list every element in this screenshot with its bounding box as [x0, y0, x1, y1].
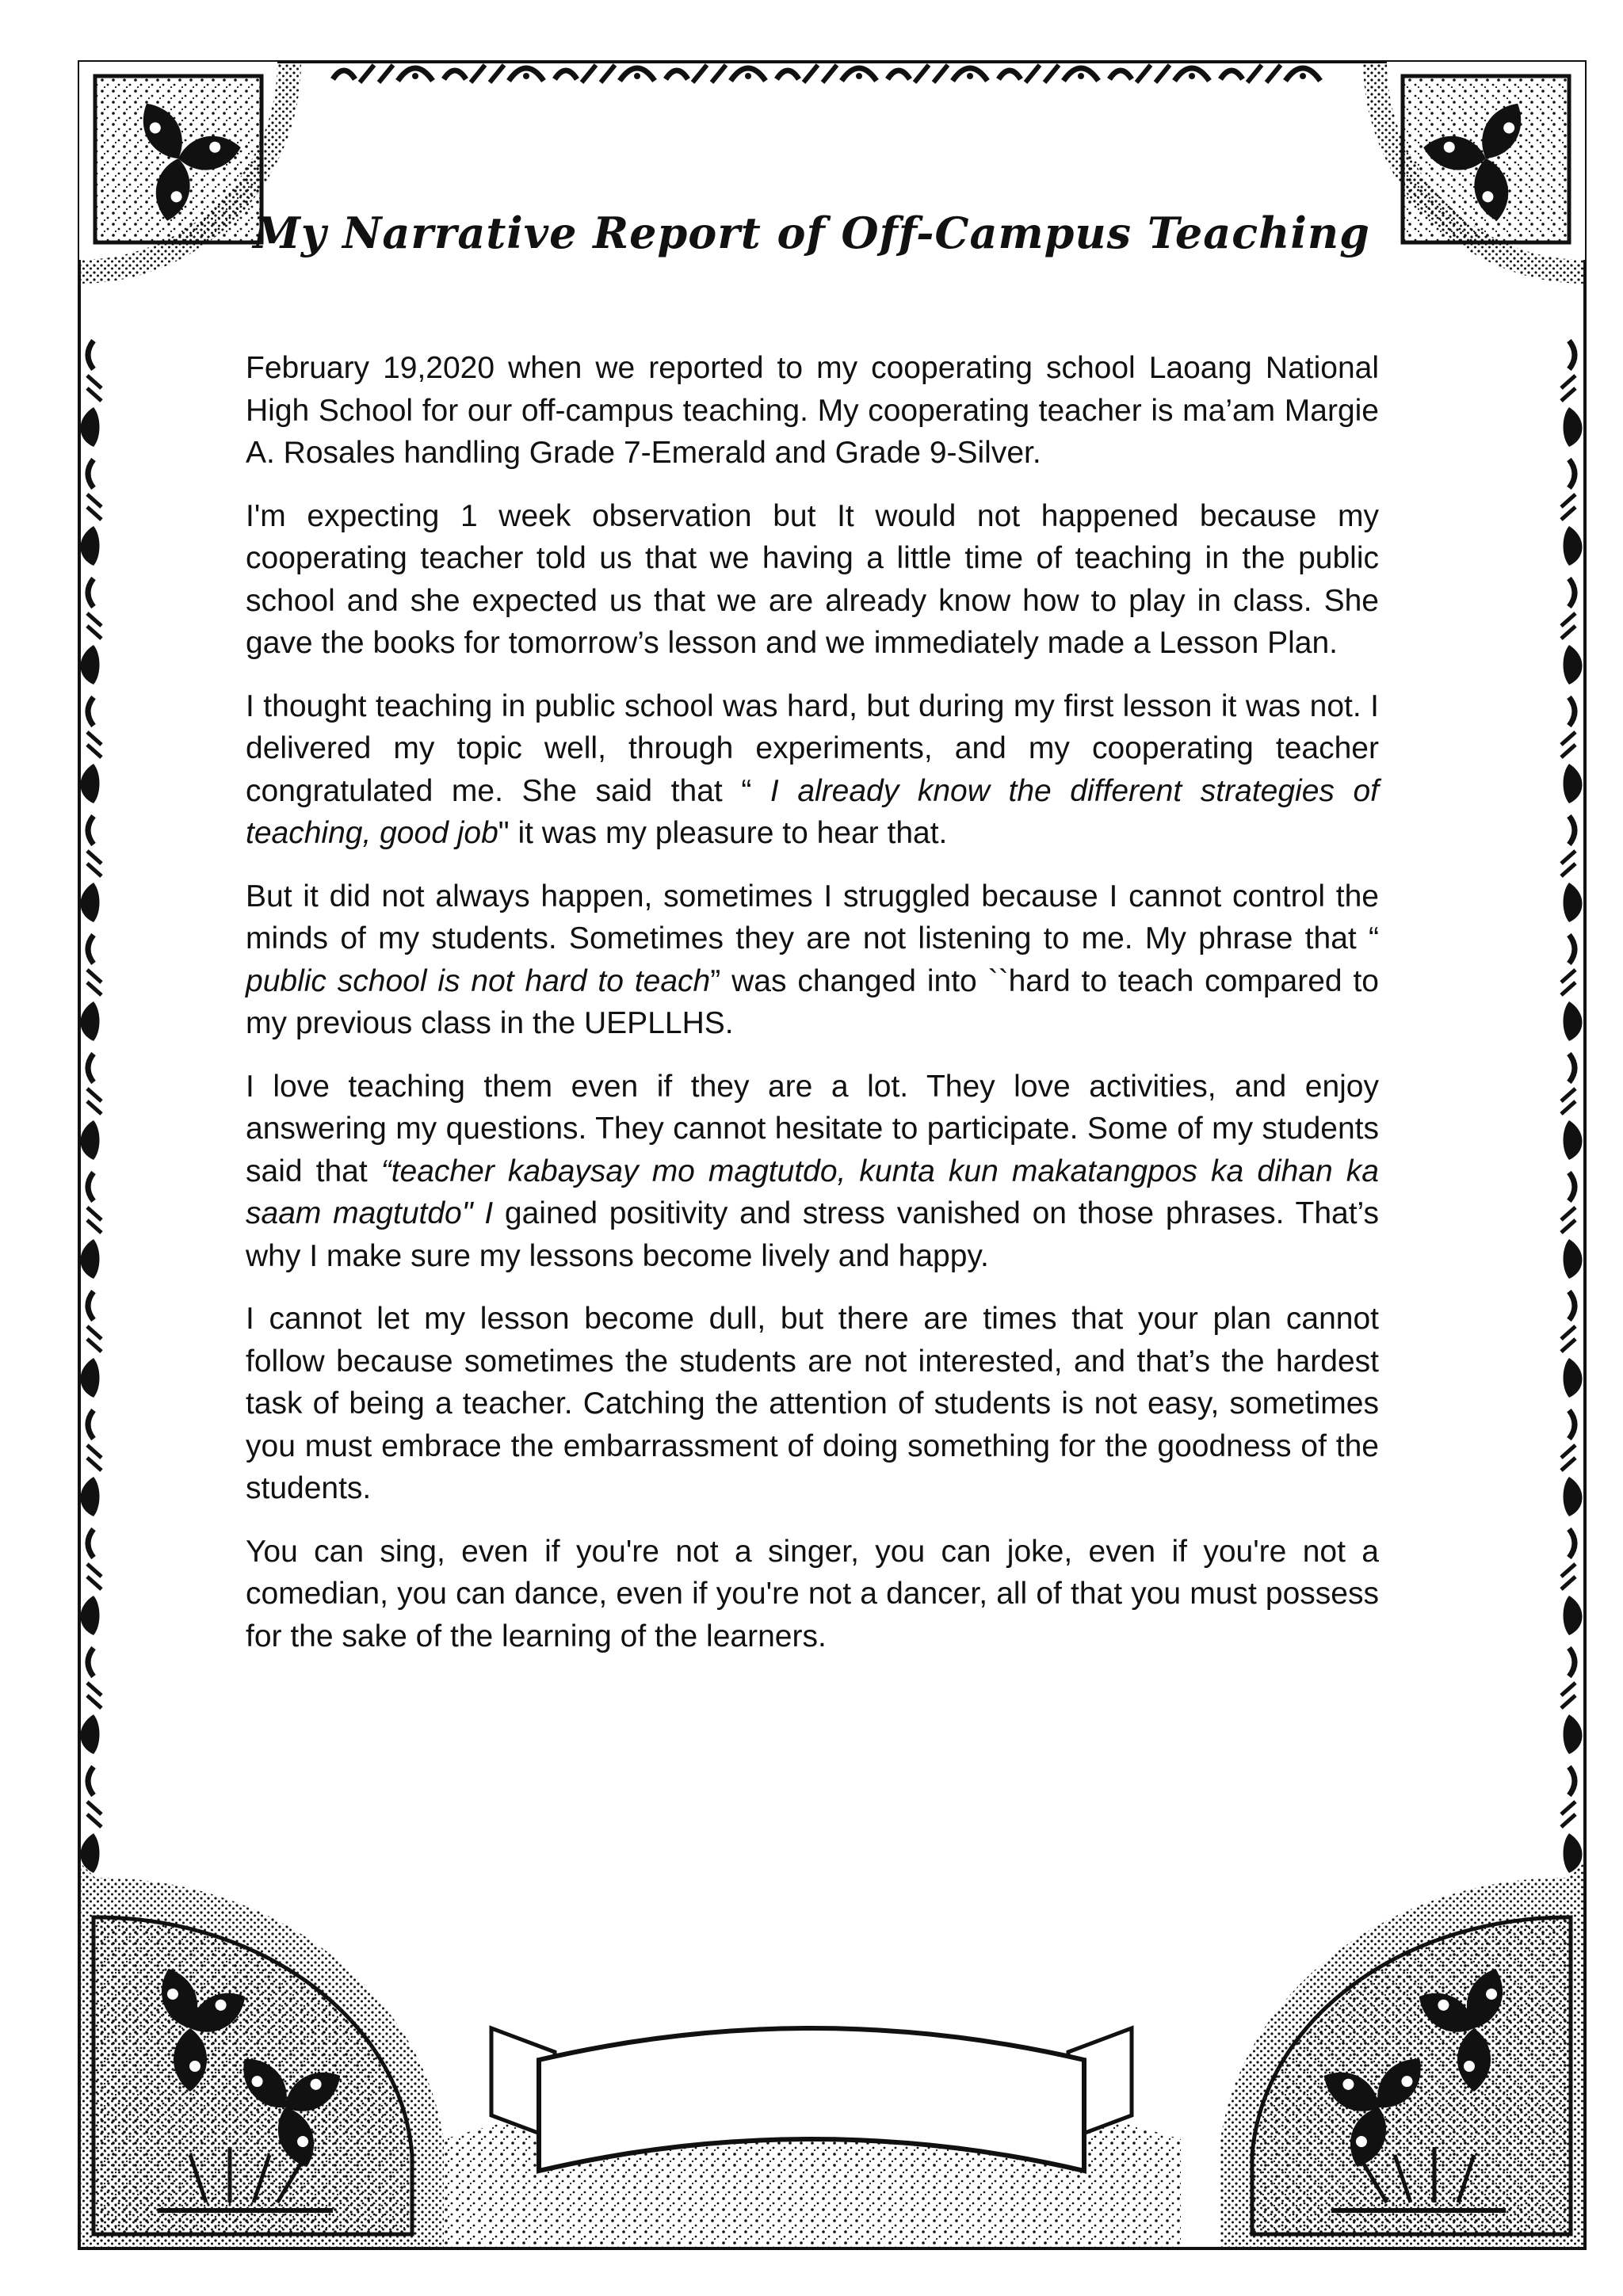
left-wave-border-icon — [81, 341, 102, 1873]
quote-students: “teacher kabaysay mo magtutdo, kunta kun makatangpos ka dihan ka saam magtutdo" I — [246, 1154, 1379, 1230]
bottom-right-corner-ornament-icon — [1220, 1862, 1585, 2248]
paragraph-7: You can sing, even if you're not a singer, you can joke, even if you're not a comedian, you can dance, even if you're not a dancer, all of that you must possess for the sake of the learning of the learners. — [246, 1534, 1379, 1653]
document-body — [246, 347, 1379, 1678]
quote-strategies: I already know the different strategies of teaching, good job — [246, 773, 1380, 850]
quote-public-school: public school is not hard to teach — [246, 963, 711, 998]
paragraph-3: I thought teaching in public school was hard, but during my first lesson it was not. I delivered my topic well, through experiments, and my cooperating teacher congratulated me. She said that “ I already know the different strategies of teaching, good job" it was my pleasure to hear that. — [246, 688, 1380, 850]
paragraph-2: I'm expecting 1 week observation but It would not happened because my cooperating teacher told us that we having a little time of teaching in the public school and she expected us that we are already know how to play in class. She gave the books for tomorrow’s lesson and we immediately made a Lesson Plan. — [246, 498, 1379, 660]
paragraph-6: I cannot let my lesson become dull, but there are times that your plan cannot follow because sometimes the students are not interested, and that’s the hardest task of being a teacher. Catching the attention of students is not easy, sometimes you must embrace the embarrassment of doing something for the goodness of the students. — [246, 1302, 1379, 1505]
bottom-left-corner-ornament-icon — [79, 1862, 444, 2248]
top-wave-border-icon — [333, 65, 1320, 82]
right-wave-border-icon — [1561, 341, 1583, 1873]
paragraph-1: February 19,2020 when we reported to my cooperating school Laoang National High School for our off-campus teaching. My cooperating teacher is ma’am Margie A. Rosales handling Grade 7-Emerald and Grade 9-Silver. — [246, 351, 1379, 470]
document-title: My Narrative Report of Off-Campus Teaching — [253, 208, 1370, 258]
paragraph-5: I love teaching them even if they are a lot. They love activities, and enjoy answering my questions. They cannot hesitate to participate. Some of my students said that “teacher kabaysay mo magtutdo, kunta kun makatangpos ka dihan ka saam magtutdo" I gained positivity and stress vanished on those phrases. That’s why I make sure my lessons become lively and happy. — [246, 1069, 1379, 1273]
ribbon-banner-icon — [444, 2028, 1181, 2248]
paragraph-4: But it did not always happen, sometimes I struggled because I cannot control the minds of my students. Sometimes they are not listening to me. My phrase that “ public school is not hard to teach” was changed into ``hard to teach compared to my previous class in the UEPLLHS. — [246, 879, 1380, 1040]
